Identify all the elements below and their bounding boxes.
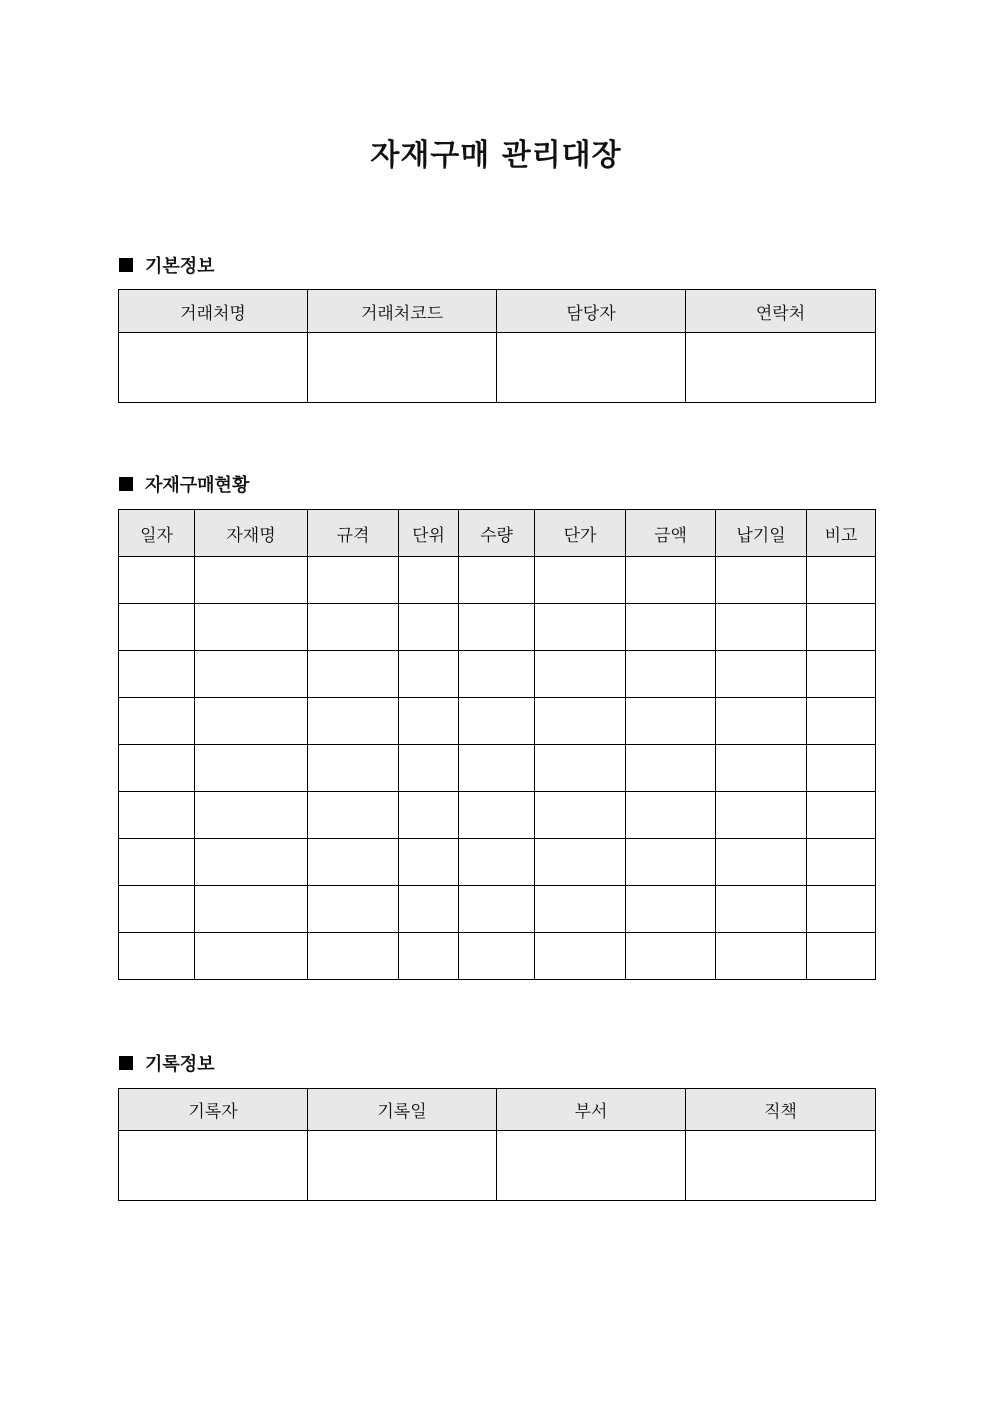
date-cell[interactable] [119,651,195,698]
square-bullet-icon [119,1056,133,1070]
client-code-cell[interactable] [308,333,497,403]
table-row [119,1131,876,1201]
column-header-quantity: 수량 [459,510,535,557]
date-cell[interactable] [119,604,195,651]
remarks-cell[interactable] [807,557,876,604]
material-name-cell[interactable] [195,604,308,651]
quantity-cell[interactable] [459,745,535,792]
material-name-cell[interactable] [195,698,308,745]
table-row [119,604,876,651]
section-heading-basic-info [119,253,215,277]
unit-cell[interactable] [399,839,459,886]
recorder-cell[interactable] [119,1131,308,1201]
table-row [119,886,876,933]
table-row [119,839,876,886]
table-row [119,333,876,403]
column-header-spec: 규격 [308,510,399,557]
unit-cell[interactable] [399,698,459,745]
column-header-amount: 금액 [626,510,716,557]
due-date-cell[interactable] [716,792,807,839]
column-header-recorder: 기록자 [119,1089,308,1131]
spec-cell[interactable] [308,698,399,745]
amount-cell[interactable] [626,698,716,745]
unit-cell[interactable] [399,933,459,980]
quantity-cell[interactable] [459,557,535,604]
material-name-cell[interactable] [195,745,308,792]
date-cell[interactable] [119,557,195,604]
column-header-unit-price: 단가 [535,510,626,557]
quantity-cell[interactable] [459,651,535,698]
material-name-cell[interactable] [195,792,308,839]
client-name-cell[interactable] [119,333,308,403]
column-header-client-name: 거래처명 [119,290,308,333]
spec-cell[interactable] [308,745,399,792]
quantity-cell[interactable] [459,886,535,933]
date-cell[interactable] [119,745,195,792]
due-date-cell[interactable] [716,604,807,651]
spec-cell[interactable] [308,651,399,698]
department-cell[interactable] [497,1131,686,1201]
unit-price-cell[interactable] [535,745,626,792]
column-header-material-name: 자재명 [195,510,308,557]
unit-cell[interactable] [399,604,459,651]
due-date-cell[interactable] [716,933,807,980]
section-heading-record-info [119,1051,215,1075]
table-header-row [119,510,876,557]
remarks-cell[interactable] [807,698,876,745]
table-row [119,792,876,839]
spec-cell[interactable] [308,886,399,933]
column-header-contact: 연락처 [686,290,876,333]
date-cell[interactable] [119,886,195,933]
date-cell[interactable] [119,839,195,886]
table-header-row [119,1089,876,1131]
remarks-cell[interactable] [807,839,876,886]
material-name-cell[interactable] [195,557,308,604]
column-header-manager: 담당자 [497,290,686,333]
record-date-cell[interactable] [308,1131,497,1201]
amount-cell[interactable] [626,839,716,886]
section-heading-label: 자재구매현황 [145,475,250,496]
unit-cell[interactable] [399,886,459,933]
column-header-position: 직책 [686,1089,876,1131]
spec-cell[interactable] [308,604,399,651]
section-heading-purchase-status [119,472,249,496]
table-row [119,557,876,604]
unit-price-cell[interactable] [535,792,626,839]
column-header-due-date: 납기일 [716,510,807,557]
column-header-department: 부서 [497,1089,686,1131]
amount-cell[interactable] [626,745,716,792]
quantity-cell[interactable] [459,933,535,980]
unit-price-cell[interactable] [535,604,626,651]
square-bullet-icon [119,477,133,491]
remarks-cell[interactable] [807,792,876,839]
quantity-cell[interactable] [459,604,535,651]
column-header-client-code: 거래처코드 [308,290,497,333]
column-header-remarks: 비고 [807,510,876,557]
amount-cell[interactable] [626,557,716,604]
table-row [119,651,876,698]
due-date-cell[interactable] [716,698,807,745]
material-name-cell[interactable] [195,933,308,980]
unit-price-cell[interactable] [535,839,626,886]
unit-cell[interactable] [399,792,459,839]
remarks-cell[interactable] [807,651,876,698]
amount-cell[interactable] [626,792,716,839]
remarks-cell[interactable] [807,886,876,933]
remarks-cell[interactable] [807,604,876,651]
due-date-cell[interactable] [716,839,807,886]
spec-cell[interactable] [308,933,399,980]
basic-info-table [118,289,876,403]
manager-cell[interactable] [497,333,686,403]
quantity-cell[interactable] [459,792,535,839]
spec-cell[interactable] [308,557,399,604]
material-name-cell[interactable] [195,651,308,698]
unit-price-cell[interactable] [535,557,626,604]
section-heading-label: 기본정보 [145,256,215,277]
date-cell[interactable] [119,698,195,745]
due-date-cell[interactable] [716,651,807,698]
unit-price-cell[interactable] [535,933,626,980]
material-name-cell[interactable] [195,839,308,886]
column-header-unit: 단위 [399,510,459,557]
table-row [119,745,876,792]
due-date-cell[interactable] [716,557,807,604]
remarks-cell[interactable] [807,933,876,980]
due-date-cell[interactable] [716,886,807,933]
amount-cell[interactable] [626,604,716,651]
square-bullet-icon [119,258,133,272]
spec-cell[interactable] [308,839,399,886]
document-title: 자재구매 관리대장 [370,138,622,173]
amount-cell[interactable] [626,886,716,933]
column-header-date: 일자 [119,510,195,557]
date-cell[interactable] [119,792,195,839]
date-cell[interactable] [119,933,195,980]
unit-price-cell[interactable] [535,698,626,745]
spec-cell[interactable] [308,792,399,839]
table-row [119,698,876,745]
remarks-cell[interactable] [807,745,876,792]
unit-price-cell[interactable] [535,651,626,698]
amount-cell[interactable] [626,651,716,698]
table-header-row [119,290,876,333]
column-header-record-date: 기록일 [308,1089,497,1131]
due-date-cell[interactable] [716,745,807,792]
contact-cell[interactable] [686,333,876,403]
quantity-cell[interactable] [459,839,535,886]
material-name-cell[interactable] [195,886,308,933]
record-info-table [118,1088,876,1201]
unit-cell[interactable] [399,557,459,604]
unit-price-cell[interactable] [535,886,626,933]
unit-cell[interactable] [399,651,459,698]
section-heading-label: 기록정보 [145,1054,215,1075]
unit-cell[interactable] [399,745,459,792]
position-cell[interactable] [686,1131,876,1201]
table-row [119,933,876,980]
purchase-status-table [118,509,876,980]
amount-cell[interactable] [626,933,716,980]
quantity-cell[interactable] [459,698,535,745]
